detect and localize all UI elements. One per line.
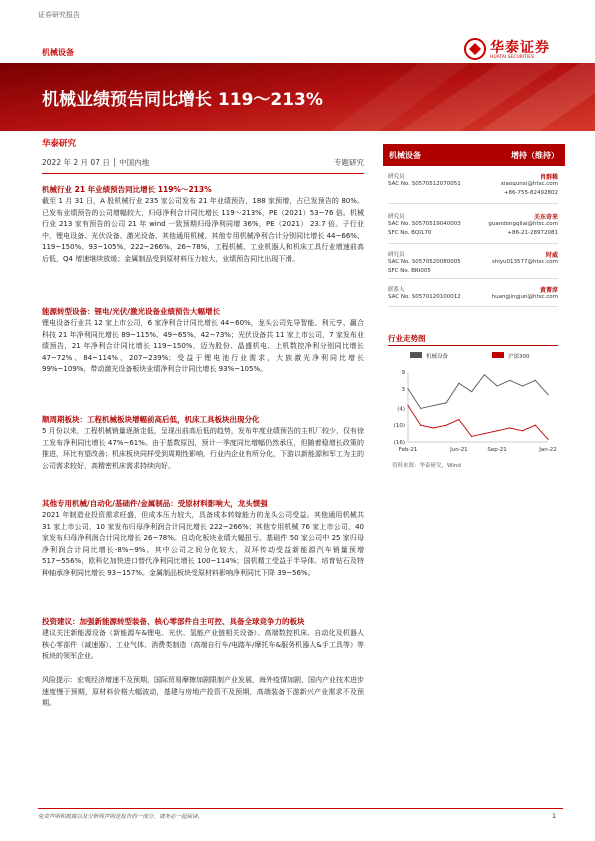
analyst-email[interactable]: huangjingjun@htsc.com xyxy=(491,294,558,300)
data-point xyxy=(471,436,472,437)
analyst-card xyxy=(388,285,558,303)
series-line xyxy=(408,375,548,409)
data-point xyxy=(522,385,523,386)
x-tick-label: Sep-21 xyxy=(487,447,507,453)
x-tick-label: Jun-21 xyxy=(450,447,468,453)
section-body: 风险提示：宏观经济增速不及预期，国际贸易摩擦加剧限制产业发展，海外疫情加剧，国内产业技术进步速度慢于预期，原材料价格大幅波动，基建与房地产投资不及预期，高端装备下游新兴产业需求不及预期。 xyxy=(42,676,364,708)
brand-label: 华泰研究 xyxy=(42,139,77,149)
section-title: 投资建议：加强新能源转型装备、核心零部件自主可控、具备全球竞争力的板块 xyxy=(42,617,305,626)
legend-label: 沪深300 xyxy=(508,354,530,360)
y-tick-label: 9 xyxy=(401,370,405,376)
analyst-divider xyxy=(388,243,558,244)
title-banner xyxy=(0,63,595,131)
report-meta xyxy=(42,137,364,174)
analyst-card xyxy=(388,172,558,199)
section-body: 2021 年制造业投资需求旺盛，但成本压力较大，具备成本转嫁能力的龙头公司受益。其他通用机械共 31 家上市公司，10 家发布归母净利润合计同比增长 222~266%；其他专用机械 76 家上市公司，40 家发布归母净利润合计同比增长 26~78%。自动化板块业绩大幅扭亏。基础件 50 家公司中 25 家归母净利润合计同比增长-8%~9%。其中公司之间分化较大，双环传动受益新能源汽车销量预增 517~556%，欧科亿加快进口替代净利同比增长 100~114%；国机精工受益于半导体、培育钻石及特种轴承净利同比增长 93~157%。金属制品板块受原材料影响净利同比下降 39~56%。 xyxy=(42,511,364,577)
analyst-email[interactable]: guandongqilai@htsc.com xyxy=(488,221,558,227)
data-point xyxy=(509,380,510,381)
data-point xyxy=(458,383,459,384)
analyst-name: 时威 xyxy=(545,252,558,259)
analyst-phone: +86-755-82492802 xyxy=(503,190,558,196)
data-point xyxy=(446,425,447,426)
section-cyclical xyxy=(42,414,364,472)
section-body: 截至 1 月 31 日，A 股机械行业 235 家公司发布 21 年业绩预告，188 家预增，占已发预告的 80%。已发布业绩预告的公司增幅较大，归母净利合计同比增长 119～213%，PE（2021）53~76 倍。机械行业 213 家有预告的公司 21 年 wind 一致预期归母净利同增 36%，PE（2021） 23.7 倍。子行业中，锂电设备、光伏设备、激光设备、其他通用机械、其他专用机械净利合计分别同比增长 44~66%、119~150%、93~105%、222~266%、26~78%，工程机械、工业机器人和机床工具行业增速前高后低，Q4 增速继续放缓；金属制品受到原材料压力较大，业绩预告同比出现下滑。 xyxy=(42,197,364,263)
report-type: 专题研究 xyxy=(334,158,364,167)
rating-value: 增持（维持） xyxy=(511,151,559,160)
trend-title: 行业走势图 xyxy=(388,334,426,343)
section-industry-summary xyxy=(42,184,364,266)
x-tick-label: Jan-22 xyxy=(539,447,557,453)
logo-cn: 华泰证券 xyxy=(490,40,550,56)
trend-chart-svg xyxy=(388,348,558,458)
doc-type-label: 证券研究报告 xyxy=(38,11,80,19)
data-point xyxy=(471,391,472,392)
section-body: 5 月份以来，工程机械销量逐渐走低，呈现出前高后低的趋势，发布年度业绩预告的主机厂较少，仅有徐工发布净利同比增长 47%~61%。由于基数原因，预计一季度同比增幅仍然承压，但随着稳增长政策的推进，环比有望改善；机床板块同样受到周期性影响，行业内企业有所分化，下游以新能源和军工为主的公司需求较好，高精密机床需求持续向好。 xyxy=(42,427,364,470)
data-point xyxy=(496,430,497,431)
section-title: 顺周期板块：工程机械板块增幅前高后低，机床工具板块出现分化 xyxy=(42,415,260,424)
analyst-role: 研究员 xyxy=(388,174,405,180)
data-point xyxy=(484,433,485,434)
section-body: 建议关注新能源设备（新能源车&锂电、光伏、氢能产业链相关设备）、高端数控机床、自动化及机器人核心零部件（减速器）、工业气体、消费类制造（高端自行车/电踏车/摩托车&服务机器人&手工具等）等板块的领军企业。 xyxy=(42,629,364,661)
chart-source: 资料来源：华泰研究，Wind xyxy=(392,463,461,469)
data-point xyxy=(522,430,523,431)
page-number: 1 xyxy=(552,812,557,820)
report-date: 2022 年 2 月 07 日 │ 中国内地 xyxy=(42,158,150,167)
section-body: 锂电设备行业共 12 家上市公司，6 家净利合计同比增长 44~60%，龙头公司先导智能、利元亨、赢合科技 21 年净利同比增长 89~115%、49~65%、42~73%；光伏设备共 11 家上市公司，7 家发布业绩预告，21 年净利合计同比增长 119~150%，迈为股份、晶盛机电、上机数控净利分别同比增长 47~72%、84~114%、207~239%；受益于锂电池行业需求，大族激光净利同比增长 99%~109%，带动激光设备板块业绩净利合计同比增长 93%~105%。 xyxy=(42,319,364,374)
analyst-email[interactable]: xiaoqunxi@htsc.com xyxy=(500,181,558,187)
data-point xyxy=(420,408,421,409)
data-point xyxy=(446,402,447,403)
analyst-card xyxy=(388,250,558,277)
report-title: 机械业绩预告同比增长 119～213% xyxy=(42,90,323,110)
section-risk-warning xyxy=(42,675,364,710)
section-other-machinery xyxy=(42,498,364,580)
analyst-role: 研究员 xyxy=(388,214,405,220)
analyst-role: 研究员 xyxy=(388,252,405,258)
section-energy-equipment xyxy=(42,306,364,376)
x-tick-label: Feb-21 xyxy=(398,447,418,453)
y-tick-label: 3 xyxy=(401,386,405,393)
section-investment-advice xyxy=(42,616,364,663)
analyst-role: 联系人 xyxy=(388,287,405,293)
analyst-sac: SAC No. S0570519040003 xyxy=(388,221,461,227)
data-point xyxy=(420,425,421,426)
huatai-logo xyxy=(464,36,564,66)
y-tick-label: (10) xyxy=(393,423,405,430)
trend-chart xyxy=(388,348,558,458)
data-point xyxy=(407,388,408,389)
legend-swatch xyxy=(492,352,504,358)
logo-en: HUATAI SECURITIES xyxy=(490,55,535,60)
data-point xyxy=(547,394,548,395)
y-tick-label: (16) xyxy=(393,440,405,446)
y-tick-label: (4) xyxy=(397,406,405,413)
analyst-divider xyxy=(388,203,558,204)
analyst-name: 黄菁淳 xyxy=(539,287,558,294)
rating-bar xyxy=(383,144,565,166)
section-title: 机械行业 21 年业绩预告同比增长 119%～213% xyxy=(42,185,212,194)
meta-divider xyxy=(42,173,364,174)
analyst-phone: +86-21-28972081 xyxy=(507,230,558,236)
rating-industry: 机械设备 xyxy=(389,151,421,160)
analyst-name: 肖群稀 xyxy=(539,174,558,181)
data-point xyxy=(458,419,459,420)
analyst-sac: SAC No. S0570120100012 xyxy=(388,294,461,300)
data-point xyxy=(407,405,408,406)
legend-label: 机械设备 xyxy=(426,354,449,360)
logo-mark-icon xyxy=(464,38,486,60)
analyst-name: 关东奇来 xyxy=(533,214,558,221)
data-point xyxy=(509,427,510,428)
analyst-sfc: SFC No. BRI005 xyxy=(388,268,431,274)
data-point xyxy=(433,405,434,406)
data-point xyxy=(535,425,536,426)
section-title: 其他专用机械/自动化/基础件/金属制品：受原材料影响大，龙头惯强 xyxy=(42,499,268,508)
analyst-divider xyxy=(388,278,558,279)
section-title: 能源转型设备：锂电/光伏/激光设备业绩预告大幅增长 xyxy=(42,307,220,316)
analyst-sac: SAC No. S0570512070051 xyxy=(388,181,461,187)
trend-divider xyxy=(388,345,558,346)
legend-swatch xyxy=(410,352,422,358)
footer-disclaimer: 免责声明和披露以及分析师声明是报告的一部分，请务必一起阅读。 xyxy=(38,814,204,820)
footer-divider xyxy=(38,808,563,809)
analyst-sac: SAC No. S0570520080005 xyxy=(388,259,461,265)
data-point xyxy=(547,439,548,440)
data-point xyxy=(484,374,485,375)
analyst-card xyxy=(388,212,558,239)
analyst-sfc: SFC No. BQI170 xyxy=(388,230,432,236)
data-point xyxy=(433,427,434,428)
analyst-email[interactable]: shiyu013577@htsc.com xyxy=(491,259,558,265)
analyst-divider xyxy=(388,306,558,307)
data-point xyxy=(496,385,497,386)
series-line xyxy=(408,406,548,440)
data-point xyxy=(535,380,536,381)
sector-label: 机械设备 xyxy=(42,48,74,57)
